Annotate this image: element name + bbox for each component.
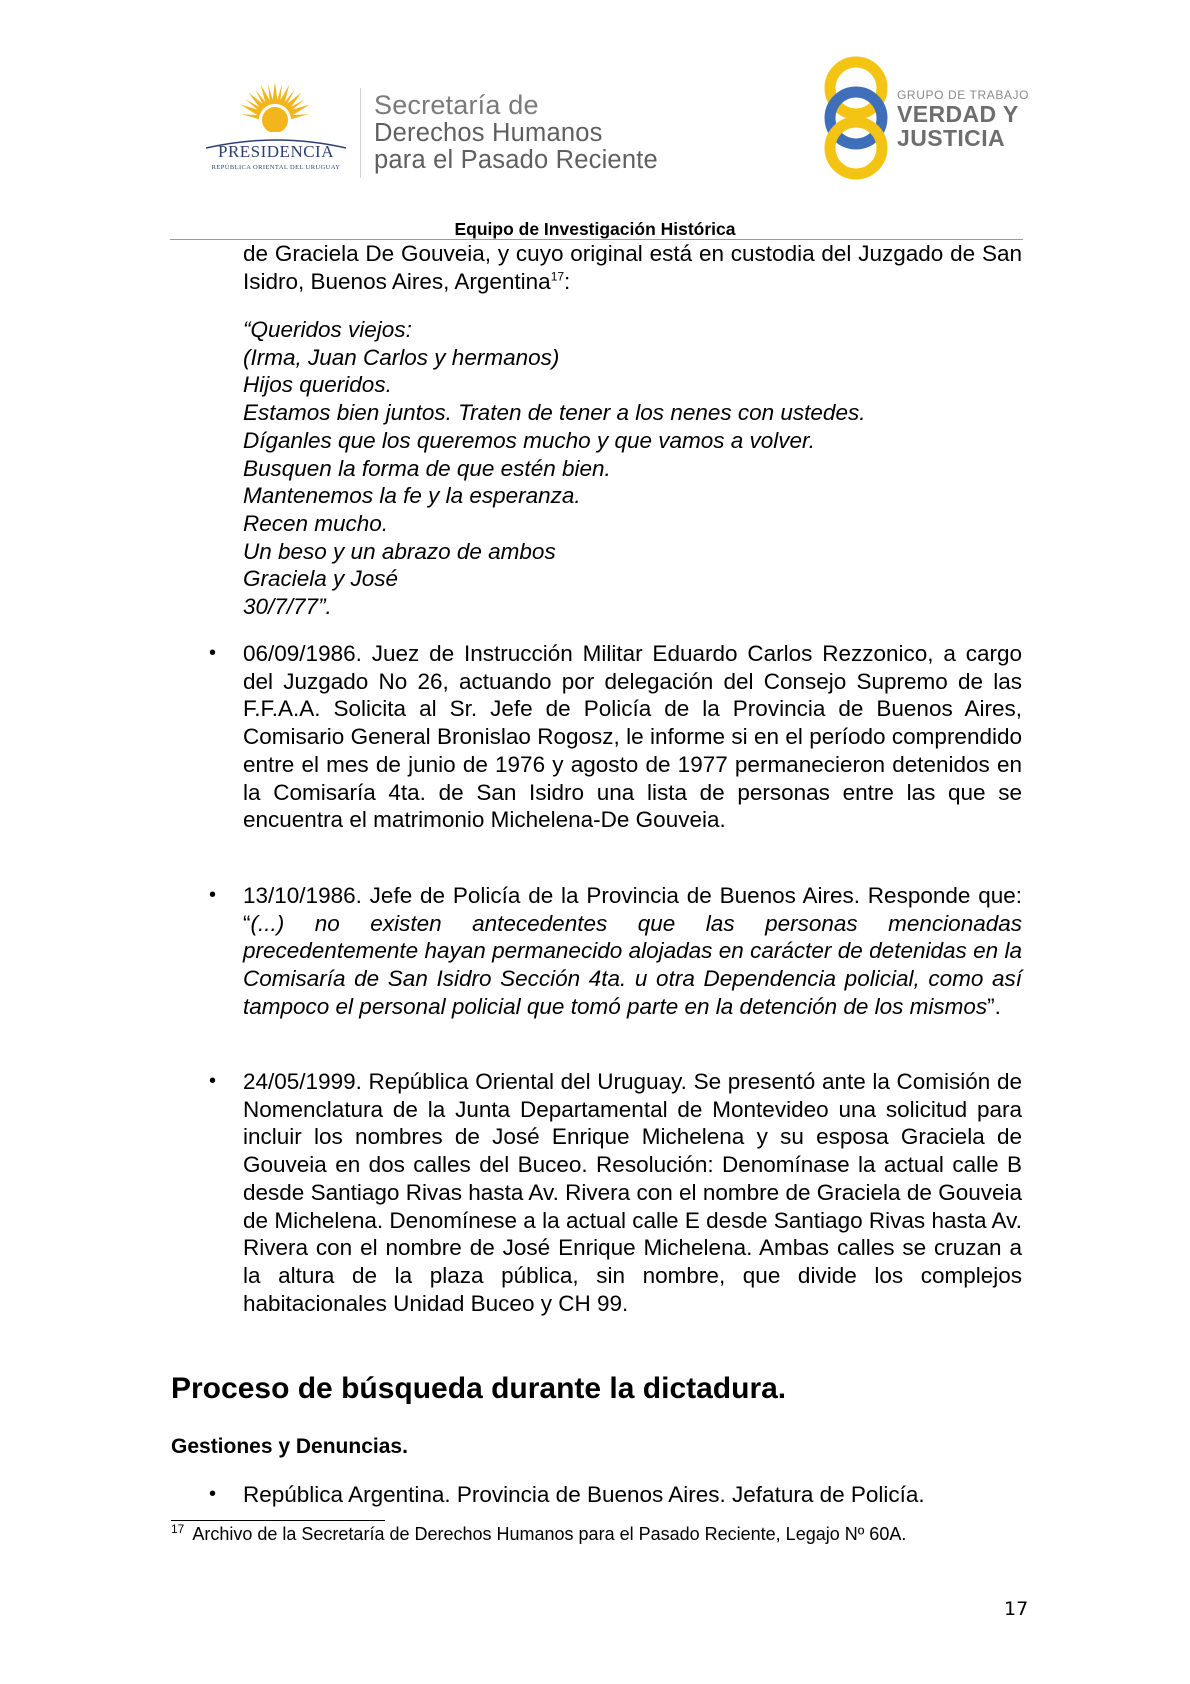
secretaria-title (374, 90, 658, 174)
poem-line: “Queridos viejos: (243, 317, 412, 342)
presidencia-subtitle: REPÚBLICA ORIENTAL DEL URUGUAY (211, 164, 341, 171)
section-subtitle: Gestiones y Denuncias. (171, 1435, 408, 1458)
sun-emblem-icon (236, 82, 314, 144)
secretaria-line-2: Derechos Humanos (374, 119, 603, 147)
secretaria-line-3: para el Pasado Reciente (374, 146, 658, 174)
intro-text: de Graciela De Gouveia, y cuyo original está en custodia del Juzgado de San Isidro, Buenos Aires, Argentina (243, 241, 1022, 294)
presidencia-logo (196, 82, 356, 180)
presidencia-name: PRESIDENCIA (217, 142, 334, 161)
footnote (171, 1524, 906, 1545)
poem-line: (Irma, Juan Carlos y hermanos) (243, 344, 560, 370)
bullet-item-1: 06/09/1986. Juez de Instrucción Militar Eduardo Carlos Rezzonico, a cargo del Juzgado No 26, actuando por delegación del Consejo Supremo de las F.F.A.A. Solicita al Sr. Jefe de Policía de la Provincia de Buenos Aires, Comisario General Bronislao Rogosz, le informe si en el período comprendido entre el mes de junio de 1976 y agosto de 1977 permanecieron detenidos en la Comisaría 4ta. de San Isidro una lista de personas entre las que se encuentra el matrimonio Michelena-De Gouveia. (243, 641, 1022, 833)
footnote-ref: 17 (550, 269, 565, 284)
poem-line: Díganles que los queremos mucho y que vamos a volver. (243, 427, 815, 453)
bullet-2-suffix: ”. (987, 993, 1001, 1019)
grupo-trabajo-title (897, 88, 1029, 150)
footnote-rule (171, 1520, 385, 1521)
page-number: 17 (1004, 1598, 1029, 1620)
letter-quote (243, 316, 865, 621)
section-bullet-item: República Argentina. Provincia de Buenos Aires. Jefatura de Policía. (243, 1482, 925, 1507)
poem-line: 30/7/77”. (243, 594, 332, 620)
bullet-icon: • (209, 1483, 217, 1505)
team-heading: Equipo de Investigación Histórica (454, 219, 736, 239)
rings-logo-icon (820, 56, 892, 180)
verdad-label: VERDAD Y (897, 101, 1019, 127)
footnote-text: Archivo de la Secretaría de Derechos Humanos para el Pasado Reciente, Legajo Nº 60A. (192, 1524, 907, 1544)
secretaria-line-1: Secretaría de (374, 90, 539, 120)
poem-line: Estamos bien juntos. Traten de tener a los nenes con ustedes. (243, 400, 866, 426)
bullet-item-3: 24/05/1999. República Oriental del Uruguay. Se presentó ante la Comisión de Nomenclatura de la Junta Departamental de Montevideo una solicitud para incluir los nombres de José Enrique Michelena y su esposa Graciela de Gouveia en dos calles del Buceo. Resolución: Denomínase la actual calle B desde Santiago Rivas hasta Av. Rivera con el nombre de Graciela de Gouveia de Michelena. Denomínese a la actual calle E desde Santiago Rivas hasta Av. Rivera con el nombre de José Enrique Michelena. Ambas calles se cruzan a la altura de la plaza pública, sin nombre, que divide los complejos habitacionales Unidad Buceo y CH 99. (243, 1069, 1022, 1316)
intro-colon: : (564, 268, 571, 294)
poem-line: Mantenemos la fe y la esperanza. (243, 483, 581, 509)
bullet-icon: • (209, 884, 217, 906)
poem-line: Recen mucho. (243, 510, 389, 536)
bullet-icon: • (209, 1070, 217, 1092)
bullet-icon: • (209, 642, 217, 664)
intro-paragraph (243, 240, 1022, 295)
bullet-item-2 (243, 882, 1022, 1021)
poem-line: Hijos queridos. (243, 372, 392, 398)
grupo-trabajo-label: GRUPO DE TRABAJO (897, 88, 1030, 102)
header-divider (360, 88, 361, 178)
section-title: Proceso de búsqueda durante la dictadura. (171, 1372, 787, 1405)
poem-line: Un beso y un abrazo de ambos (243, 538, 556, 564)
poem-line: Graciela y José (243, 566, 399, 592)
bullet-2-quote: (...) no existen antecedentes que las personas mencionadas precedentemente hayan permanecido alojadas en carácter de detenidas en la Comisaría de San Isidro Sección 4ta. u otra Dependencia policial, como así tampoco el personal policial que tomó parte en la detención de los mismos (243, 910, 1022, 1019)
poem-line: Busquen la forma de que estén bien. (243, 455, 611, 481)
justicia-label: JUSTICIA (897, 125, 1005, 151)
bullet-2-prefix: 13/10/1986. Jefe de Policía de la Provincia de Buenos Aires. Responde que: “ (243, 883, 1022, 936)
footnote-number: 17 (171, 1522, 185, 1536)
